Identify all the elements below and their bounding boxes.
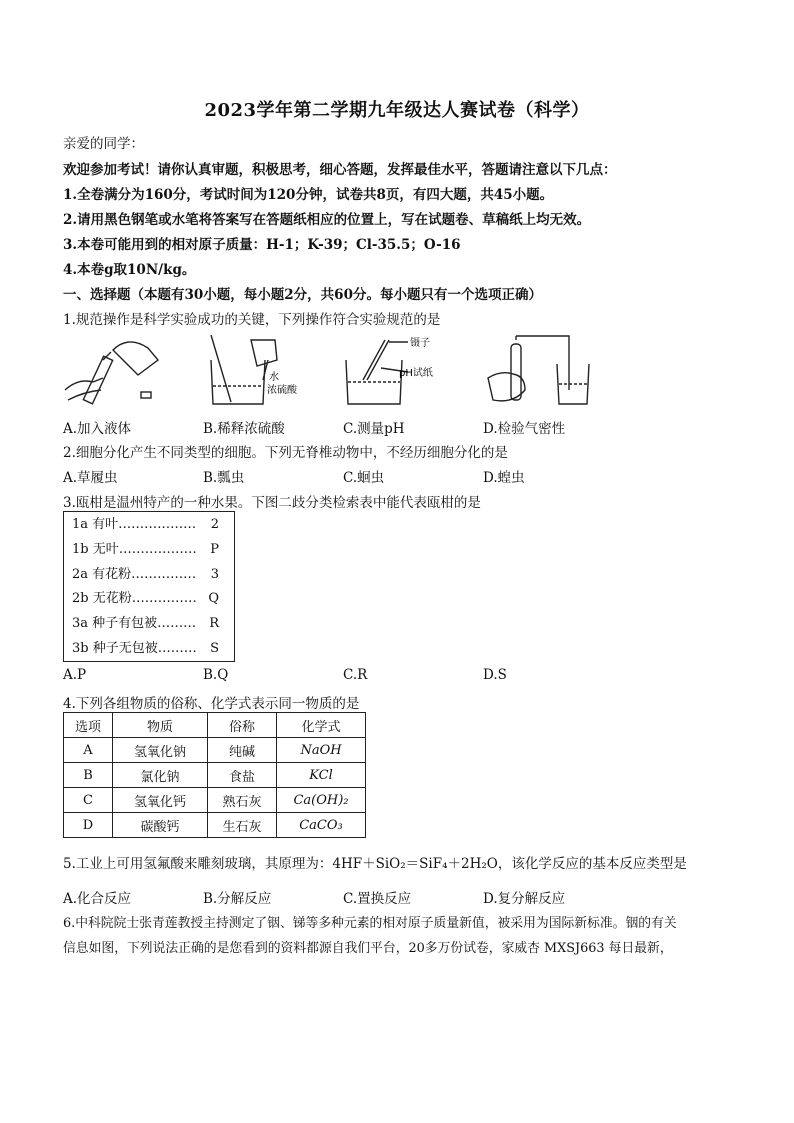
table-cell: 氢氧化钙 [113, 788, 208, 813]
question-3-stem: 3.瓯柑是温州特产的一种水果。下图二歧分类检索表中能代表瓯柑的是 [63, 495, 481, 511]
q3-option-a[interactable]: A.P [63, 667, 87, 683]
figure-d-airtightness [488, 336, 589, 404]
question-6-line-2: 信息如图，下列说法正确的是您看到的资料都源自我们平台，20多万份试卷，家威杏 MXSJ663 每日最新， [63, 941, 673, 956]
dichotomous-key [63, 511, 235, 662]
question-2-stem: 2.细胞分化产生不同类型的细胞。下列无脊椎动物中，不经历细胞分化的是 [63, 445, 508, 461]
key-row: 1a 有叶……………… 2 [72, 517, 219, 532]
table-cell: 食盐 [208, 763, 277, 788]
table-cell: 生石灰 [208, 813, 277, 838]
table-row [64, 788, 366, 813]
note-1: 1.全卷满分为160分，考试时间为120分钟，试卷共8页，有四大题，共45小题。 [63, 187, 554, 203]
substance-table [63, 712, 366, 838]
question-4-stem: 4.下列各组物质的俗称、化学式表示同一物质的是 [63, 696, 360, 712]
q3-option-d[interactable]: D.S [483, 667, 507, 683]
q1-option-b[interactable]: B.稀释浓硫酸 [203, 421, 285, 437]
q3-option-b[interactable]: B.Q [203, 667, 229, 683]
label-ph-paper: pH试纸 [399, 368, 433, 379]
table-row [64, 738, 366, 763]
welcome-text: 欢迎参加考试！请你认真审题，积极思考，细心答题，发挥最佳水平，答题请注意以下几点： [63, 162, 617, 178]
table-cell: KCl [277, 763, 366, 788]
figure-a-adding-liquid [65, 342, 158, 404]
table-cell: 纯碱 [208, 738, 277, 763]
table-cell: Ca(OH)₂ [277, 788, 366, 813]
note-3: 3.本卷可能用到的相对原子质量：H-1；K-39；Cl-35.5；O-16 [63, 237, 461, 253]
greeting: 亲爱的同学： [63, 136, 144, 152]
key-row: 2a 有花粉…………… 3 [72, 567, 219, 582]
note-2: 2.请用黑色钢笔或水笔将答案写在答题纸相应的位置上，写在试题卷、草稿纸上均无效。 [63, 212, 591, 228]
header-cell: 化学式 [277, 713, 366, 738]
question-1-stem: 1.规范操作是科学实验成功的关键，下列操作符合实验规范的是 [63, 312, 441, 328]
q2-option-c[interactable]: C.蛔虫 [343, 470, 385, 486]
table-cell: 氯化钠 [113, 763, 208, 788]
table-row [64, 813, 366, 838]
key-row: 3a 种子有包被……… R [72, 616, 219, 631]
q5-option-a[interactable]: A.化合反应 [63, 891, 132, 907]
q2-option-b[interactable]: B.瓢虫 [203, 470, 245, 486]
header-cell: 选项 [64, 713, 113, 738]
header-cell: 俗称 [208, 713, 277, 738]
label-water: 水 [269, 372, 279, 383]
q2-option-a[interactable]: A.草履虫 [63, 470, 118, 486]
table-cell: CaCO₃ [277, 813, 366, 838]
table-cell: C [64, 788, 113, 813]
note-4: 4.本卷g取10N/kg。 [63, 262, 196, 278]
table-cell: 氢氧化钠 [113, 738, 208, 763]
q1-option-a[interactable]: A.加入液体 [63, 421, 132, 437]
lab-operations-figure [63, 330, 623, 410]
q1-option-c[interactable]: C.测量pH [343, 421, 405, 437]
table-cell: 熟石灰 [208, 788, 277, 813]
key-row: 3b 种子无包被……… S [72, 641, 219, 656]
q1-option-d[interactable]: D.检验气密性 [483, 421, 566, 437]
question-5-stem: 5.工业上可用氢氟酸来雕刻玻璃，其原理为：4HF＋SiO₂＝SiF₄＋2H₂O，该化学反应的基本反应类型是 [63, 856, 687, 872]
q5-option-d[interactable]: D.复分解反应 [483, 891, 566, 907]
page-title: 2023学年第二学期九年级达人赛试卷（科学） [204, 100, 590, 121]
table-cell: 碳酸钙 [113, 813, 208, 838]
label-concentrated-acid: 浓硫酸 [267, 385, 297, 396]
q2-option-d[interactable]: D.蝗虫 [483, 470, 525, 486]
table-header-row [64, 713, 366, 738]
q5-option-c[interactable]: C.置换反应 [343, 891, 412, 907]
section-heading: 一、选择题（本题有30小题，每小题2分，共60分。每小题只有一个选项正确） [63, 287, 542, 303]
question-6-line-1: 6.中科院院士张青莲教授主持测定了铟、锑等多种元素的相对原子质量新值，被采用为国际新标准。铟的有关 [63, 916, 677, 931]
key-row: 1b 无叶……………… P [72, 542, 219, 557]
table-cell: D [64, 813, 113, 838]
key-row: 2b 无花粉…………… Q [72, 591, 219, 606]
table-row [64, 763, 366, 788]
q3-option-c[interactable]: C.R [343, 667, 368, 683]
label-tweezers: 镊子 [410, 338, 430, 349]
q5-option-b[interactable]: B.分解反应 [203, 891, 272, 907]
table-cell: NaOH [277, 738, 366, 763]
header-cell: 物质 [113, 713, 208, 738]
table-cell: A [64, 738, 113, 763]
table-cell: B [64, 763, 113, 788]
